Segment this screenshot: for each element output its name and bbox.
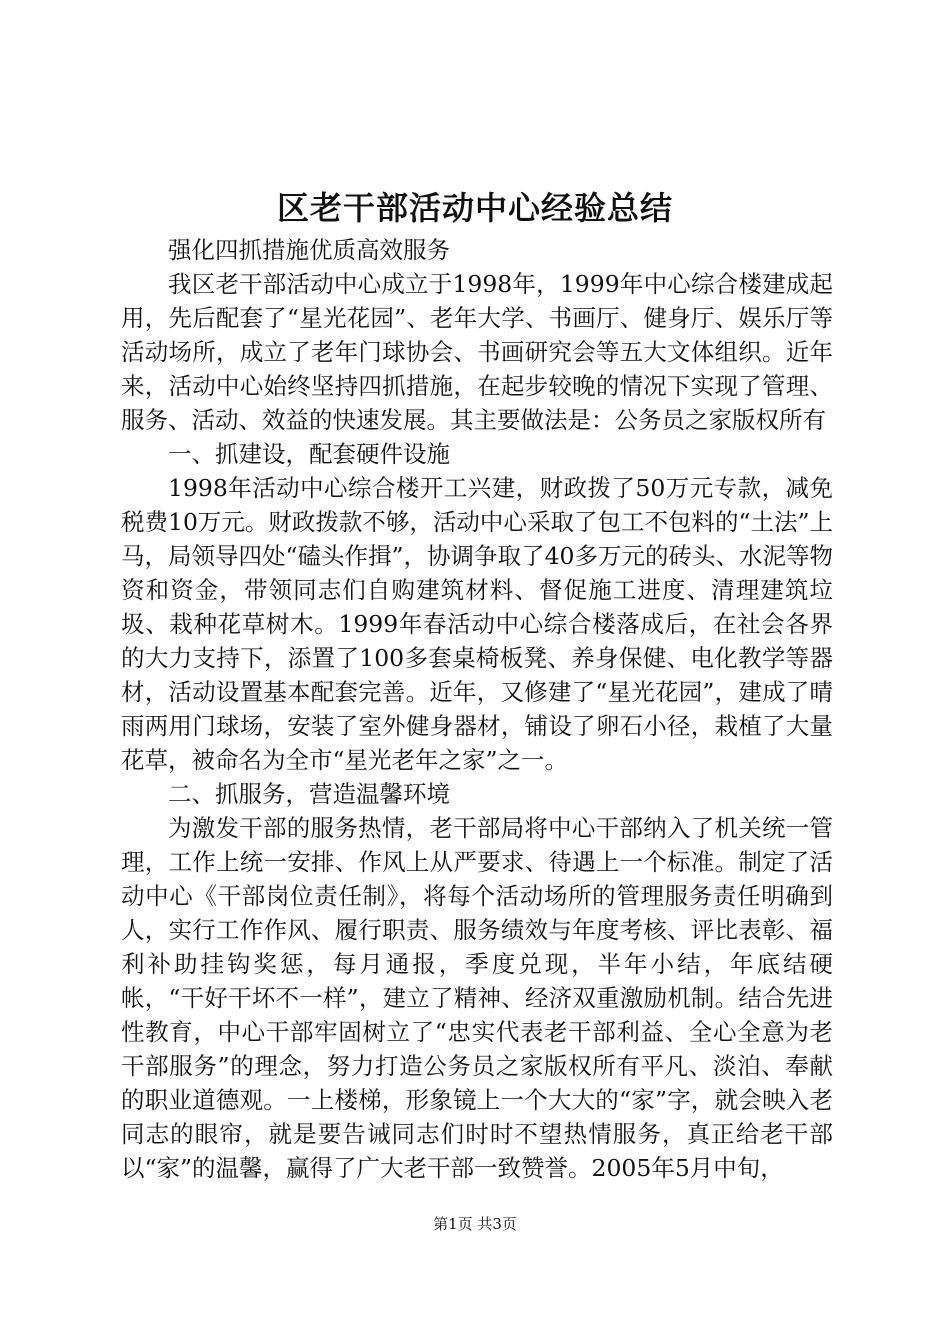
section-1-paragraph: 1998年活动中心综合楼开工兴建，财政拨了50万元专款，减免税费10万元。财政拨款不够，活动中心采取了包工不包料的“土法”上马，局领导四处“磕头作揖”，协调争取了40多万元的砖头、水泥等物资和资金，带领同志们自购建筑材料、督促施工进度、清理建筑垃圾、栽种花草树木。1999年春活动中心综合楼落成后，在社会各界的大力支持下，添置了100多套桌椅板凳、养身保健、电化教学等器材，活动设置基本配套完善。近年，又修建了“星光花园”，建成了晴雨两用门球场，安装了室外健身器材，铺设了卵石小径，栽植了大量花草，被命名为全市“星光老年之家”之一。	[121, 474, 833, 774]
section-heading-2: 二、抓服务，营造温馨环境	[168, 780, 450, 808]
section-heading-1: 一、抓建设，配套硬件设施	[168, 440, 450, 468]
subtitle-paragraph: 强化四抓措施优质高效服务	[168, 236, 450, 264]
document-body	[121, 233, 833, 1185]
document-title: 区老干部活动中心经验总结	[276, 189, 673, 227]
section-2-paragraph: 为激发干部的服务热情，老干部局将中心干部纳入了机关统一管理，工作上统一安排、作风上从严要求、待遇上一个标准。制定了活动中心《干部岗位责任制》，将每个活动场所的管理服务责任明确到人，实行工作作风、履行职责、服务绩效与年度考核、评比表彰、福利补助挂钩奖惩，每月通报，季度兑现，半年小结，年底结硬帐，“干好干坏不一样”，建立了精神、经济双重激励机制。结合先进性教育，中心干部牢固树立了“忠实代表老干部利益、全心全意为老干部服务”的理念，努力打造公务员之家版权所有平凡、淡泊、奉献的职业道德观。一上楼梯，形象镜上一个大大的“家”字，就会映入老同志的眼帘，就是要告诫同志们时时不望热情服务，真正给老干部以“家”的温馨，赢得了广大老干部一致赞誉。2005年5月中旬，	[121, 814, 833, 1182]
intro-paragraph: 我区老干部活动中心成立于1998年，1999年中心综合楼建成起用，先后配套了“星光花园”、老年大学、书画厅、健身厅、娱乐厅等活动场所，成立了老年门球协会、书画研究会等五大文体组织。近年来，活动中心始终坚持四抓措施，在起步较晚的情况下实现了管理、服务、活动、效益的快速发展。其主要做法是：公务员之家版权所有	[121, 270, 833, 434]
page-footer: 第1页 共3页	[433, 1215, 517, 1233]
